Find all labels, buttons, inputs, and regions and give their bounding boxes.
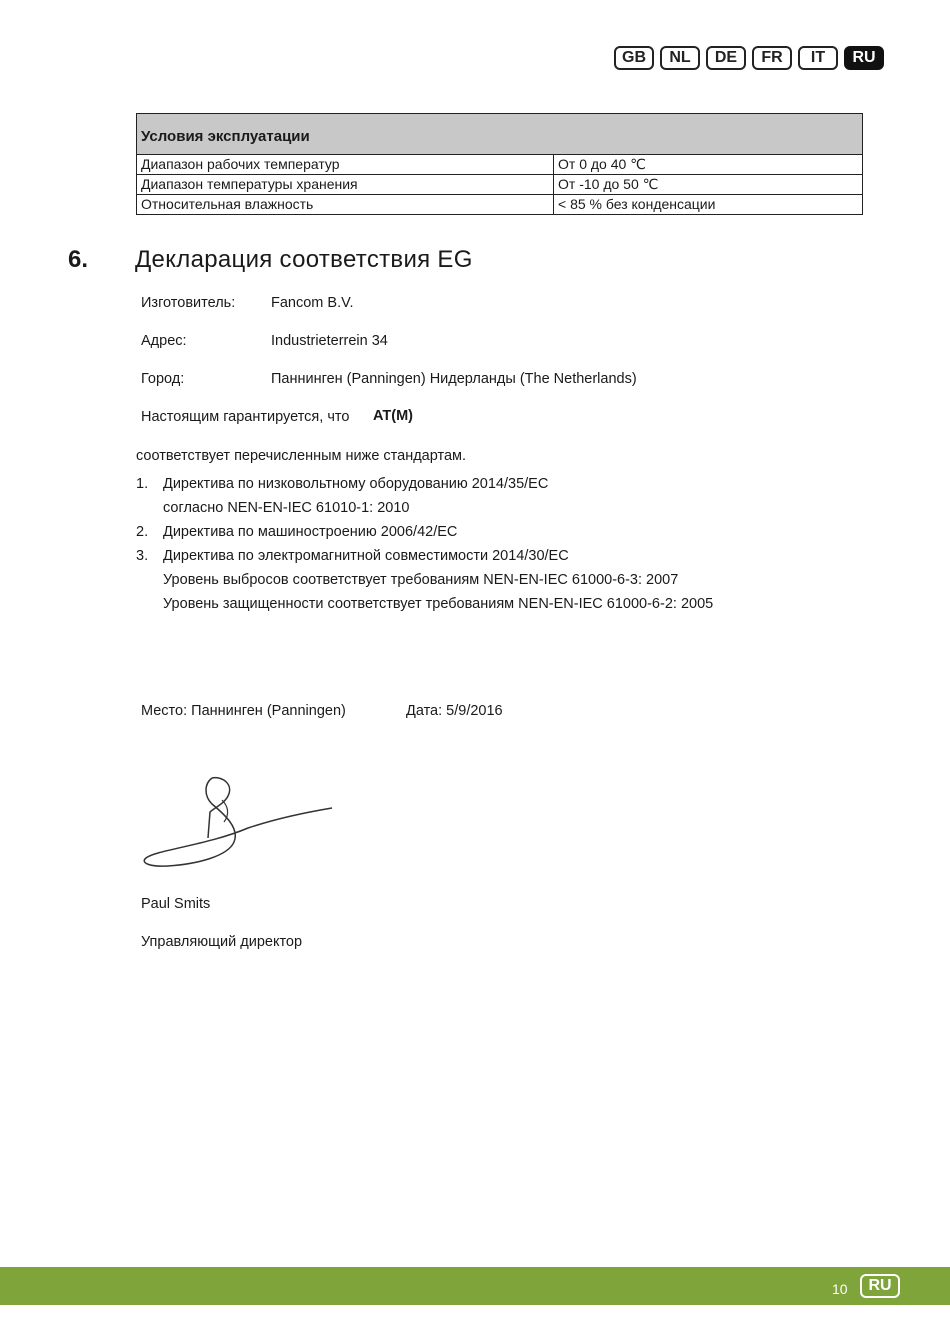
address-value: Industrieterrein 34 [271, 333, 388, 349]
table-cell-value: От 0 до 40 ℃ [554, 155, 863, 175]
lang-tab-nl[interactable]: NL [660, 46, 700, 70]
city-label: Город: [141, 371, 185, 387]
table-cell-label: Относительная влажность [137, 195, 554, 215]
city-value: Паннинген (Panningen) Нидерланды (The Netherlands) [271, 371, 637, 387]
list-item [136, 596, 713, 620]
directives-list [136, 476, 713, 620]
lang-tab-it[interactable]: IT [798, 46, 838, 70]
language-tabs [614, 46, 884, 70]
place-text: Место: Паннинген (Panningen) [141, 703, 346, 719]
table-cell-value: < 85 % без конденсации [554, 195, 863, 215]
table-cell-label: Диапазон температуры хранения [137, 175, 554, 195]
table-cell-label: Диапазон рабочих температур [137, 155, 554, 175]
conforms-text: соответствует перечисленным ниже стандартам. [136, 448, 467, 464]
signer-name: Paul Smits [141, 896, 211, 912]
operating-conditions-table [136, 113, 863, 215]
list-item-text: Директива по низковольтному оборудованию 2014/35/EC [163, 476, 549, 492]
list-item [136, 524, 713, 548]
list-item-text: Директива по машиностроению 2006/42/EC [163, 524, 458, 540]
lang-tab-gb[interactable]: GB [614, 46, 654, 70]
list-item-text: Уровень выбросов соответствует требованиям NEN-EN-IEC 61000-6-3: 2007 [163, 572, 679, 588]
table-row [137, 155, 863, 175]
manufacturer-label: Изготовитель: [141, 295, 236, 311]
page-number: 10 [832, 1281, 848, 1297]
address-label: Адрес: [141, 333, 187, 349]
lang-tab-ru[interactable]: RU [844, 46, 884, 70]
table-header: Условия эксплуатации [137, 114, 863, 155]
lang-tab-fr[interactable]: FR [752, 46, 792, 70]
list-item-text: Уровень защищенности соответствует требованиям NEN-EN-IEC 61000-6-2: 2005 [163, 596, 714, 612]
list-item-number: 2. [136, 524, 149, 540]
date-text: Дата: 5/9/2016 [406, 703, 503, 719]
lang-tab-de[interactable]: DE [706, 46, 746, 70]
footer-bar [0, 1267, 950, 1305]
list-item-number: 3. [136, 548, 149, 564]
list-item [136, 476, 713, 500]
table-cell-value: От -10 до 50 ℃ [554, 175, 863, 195]
table-row [137, 175, 863, 195]
signature-image [138, 770, 338, 875]
guarantee-text: Настоящим гарантируется, что [141, 409, 350, 425]
product-code: AT(M) [373, 408, 413, 424]
signer-role: Управляющий директор [141, 934, 303, 950]
list-item [136, 548, 713, 572]
section-number: 6. [68, 246, 89, 273]
list-item [136, 572, 713, 596]
section-title: Декларация соответствия EG [135, 246, 473, 273]
list-item-text: согласно NEN-EN-IEC 61010-1: 2010 [163, 500, 410, 516]
footer-language-badge: RU [860, 1274, 900, 1298]
list-item-text: Директива по электромагнитной совместимости 2014/30/EC [163, 548, 569, 564]
list-item [136, 500, 713, 524]
list-item-number: 1. [136, 476, 149, 492]
manufacturer-value: Fancom B.V. [271, 295, 354, 311]
table-row [137, 195, 863, 215]
